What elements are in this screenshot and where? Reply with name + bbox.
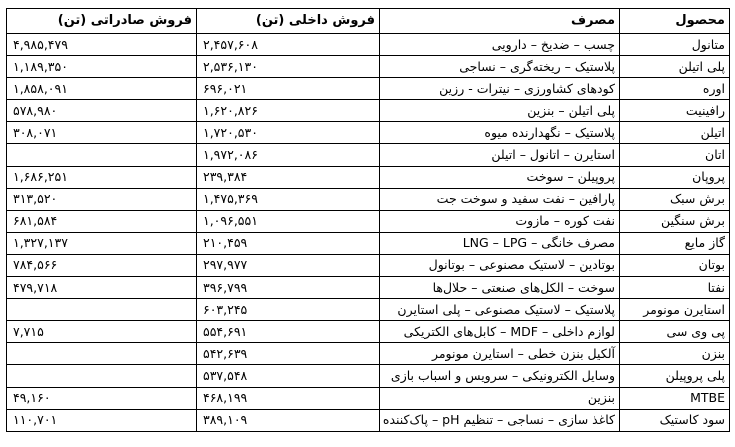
cell-domestic-sales: ۳۸۹,۱۰۹	[197, 409, 380, 431]
cell-domestic-sales: ۲۱۰,۴۵۹	[197, 232, 380, 254]
table-row	[7, 343, 730, 365]
table-row	[7, 232, 730, 254]
cell-domestic-sales: ۱,۰۹۶,۵۵۱	[197, 210, 380, 232]
cell-domestic-sales: ۱,۹۷۲,۰۸۶	[197, 144, 380, 166]
table-row	[7, 365, 730, 387]
cell-use: پروپیلن – سوخت	[380, 166, 620, 188]
table-row	[7, 78, 730, 100]
cell-use: وسایل الکترونیکی – سرویس و اسباب بازی	[380, 365, 620, 387]
cell-export-sales: ۷۸۴,۵۶۶	[7, 254, 197, 276]
cell-product: رافینیت	[620, 100, 730, 122]
table-row	[7, 188, 730, 210]
table-row	[7, 299, 730, 321]
cell-export-sales: ۳۱۳,۵۲۰	[7, 188, 197, 210]
cell-domestic-sales: ۱,۶۲۰,۸۲۶	[197, 100, 380, 122]
cell-domestic-sales: ۲,۵۳۶,۱۳۰	[197, 56, 380, 78]
cell-product: پلی پروپیلن	[620, 365, 730, 387]
cell-export-sales: ۴,۹۸۵,۴۷۹	[7, 34, 197, 56]
table-row	[7, 34, 730, 56]
cell-domestic-sales: ۵۴۲,۶۳۹	[197, 343, 380, 365]
cell-export-sales: ۴۷۹,۷۱۸	[7, 277, 197, 299]
sales-table-container	[6, 8, 729, 432]
cell-domestic-sales: ۶۹۶,۰۲۱	[197, 78, 380, 100]
cell-product: MTBE	[620, 387, 730, 409]
table-row	[7, 122, 730, 144]
cell-use: پلاستیک – ریخته‌گری – نساجی	[380, 56, 620, 78]
cell-export-sales: ۱,۸۵۸,۰۹۱	[7, 78, 197, 100]
header-use: مصرف	[380, 9, 620, 34]
cell-use: بوتادین – لاستیک مصنوعی – بوتانول	[380, 254, 620, 276]
cell-use: کاغذ سازی – نساجی – تنظیم pH – پاک‌کننده	[380, 409, 620, 431]
table-row	[7, 321, 730, 343]
cell-domestic-sales: ۲۳۹,۳۸۴	[197, 166, 380, 188]
cell-domestic-sales: ۵۳۷,۵۴۸	[197, 365, 380, 387]
cell-use: سوخت – الکل‌های صنعتی – حلال‌ها	[380, 277, 620, 299]
table-row	[7, 277, 730, 299]
cell-product: برش سبک	[620, 188, 730, 210]
cell-domestic-sales: ۵۵۴,۶۹۱	[197, 321, 380, 343]
cell-export-sales: ۱,۳۲۷,۱۳۷	[7, 232, 197, 254]
cell-product: اتان	[620, 144, 730, 166]
cell-export-sales: ۱,۶۸۶,۲۵۱	[7, 166, 197, 188]
cell-use: آلکیل بنزن خطی – استایرن مونومر	[380, 343, 620, 365]
cell-product: سود کاستیک	[620, 409, 730, 431]
cell-product: نفتا	[620, 277, 730, 299]
cell-product: استایرن مونومر	[620, 299, 730, 321]
cell-use: نفت کوره – مازوت	[380, 210, 620, 232]
cell-domestic-sales: ۲,۴۵۷,۶۰۸	[197, 34, 380, 56]
header-export-sales: فروش صادراتی (تن)	[7, 9, 197, 34]
cell-use: کودهای کشاورزی – نیترات - رزین	[380, 78, 620, 100]
petrochemical-sales-table	[6, 8, 730, 432]
cell-domestic-sales: ۱,۴۷۵,۳۶۹	[197, 188, 380, 210]
cell-product: بنزن	[620, 343, 730, 365]
cell-export-sales: ۷,۷۱۵	[7, 321, 197, 343]
cell-domestic-sales: ۱,۷۲۰,۵۳۰	[197, 122, 380, 144]
cell-product: متانول	[620, 34, 730, 56]
table-header-row	[7, 9, 730, 34]
cell-use: پلاستیک – نگهدارنده میوه	[380, 122, 620, 144]
cell-product: پروپان	[620, 166, 730, 188]
header-product: محصول	[620, 9, 730, 34]
table-row	[7, 210, 730, 232]
table-row	[7, 166, 730, 188]
cell-use: لوازم داخلی – MDF – کابل‌های الکتریکی	[380, 321, 620, 343]
cell-use: مصرف خانگی – LNG – LPG	[380, 232, 620, 254]
cell-export-sales: ۳۰۸,۰۷۱	[7, 122, 197, 144]
header-domestic-sales: فروش داخلی (تن)	[197, 9, 380, 34]
cell-export-sales: ۵۷۸,۹۸۰	[7, 100, 197, 122]
cell-product: بوتان	[620, 254, 730, 276]
table-row	[7, 387, 730, 409]
cell-domestic-sales: ۶۰۳,۲۴۵	[197, 299, 380, 321]
cell-domestic-sales: ۴۶۸,۱۹۹	[197, 387, 380, 409]
cell-use: پلاستیک – لاستیک مصنوعی – پلی استایرن	[380, 299, 620, 321]
cell-domestic-sales: ۲۹۷,۹۷۷	[197, 254, 380, 276]
cell-export-sales: ۱۱۰,۷۰۱	[7, 409, 197, 431]
table-body	[7, 34, 730, 432]
table-row	[7, 100, 730, 122]
cell-export-sales	[7, 343, 197, 365]
cell-product: پلی اتیلن	[620, 56, 730, 78]
cell-export-sales	[7, 144, 197, 166]
cell-domestic-sales: ۳۹۶,۷۹۹	[197, 277, 380, 299]
cell-product: پی وی سی	[620, 321, 730, 343]
cell-export-sales: ۴۹,۱۶۰	[7, 387, 197, 409]
cell-export-sales: ۱,۱۸۹,۳۵۰	[7, 56, 197, 78]
cell-use: چسب – ضدیخ – دارویی	[380, 34, 620, 56]
cell-product: گاز مایع	[620, 232, 730, 254]
cell-use: پارافین – نفت سفید و سوخت جت	[380, 188, 620, 210]
cell-product: اوره	[620, 78, 730, 100]
cell-use: پلی اتیلن – بنزین	[380, 100, 620, 122]
cell-export-sales	[7, 299, 197, 321]
cell-product: اتیلن	[620, 122, 730, 144]
table-row	[7, 409, 730, 431]
cell-export-sales: ۶۸۱,۵۸۴	[7, 210, 197, 232]
cell-use: بنزین	[380, 387, 620, 409]
cell-product: برش سنگین	[620, 210, 730, 232]
cell-use: استایرن – اتانول – اتیلن	[380, 144, 620, 166]
cell-export-sales	[7, 365, 197, 387]
table-row	[7, 56, 730, 78]
table-row	[7, 254, 730, 276]
table-row	[7, 144, 730, 166]
